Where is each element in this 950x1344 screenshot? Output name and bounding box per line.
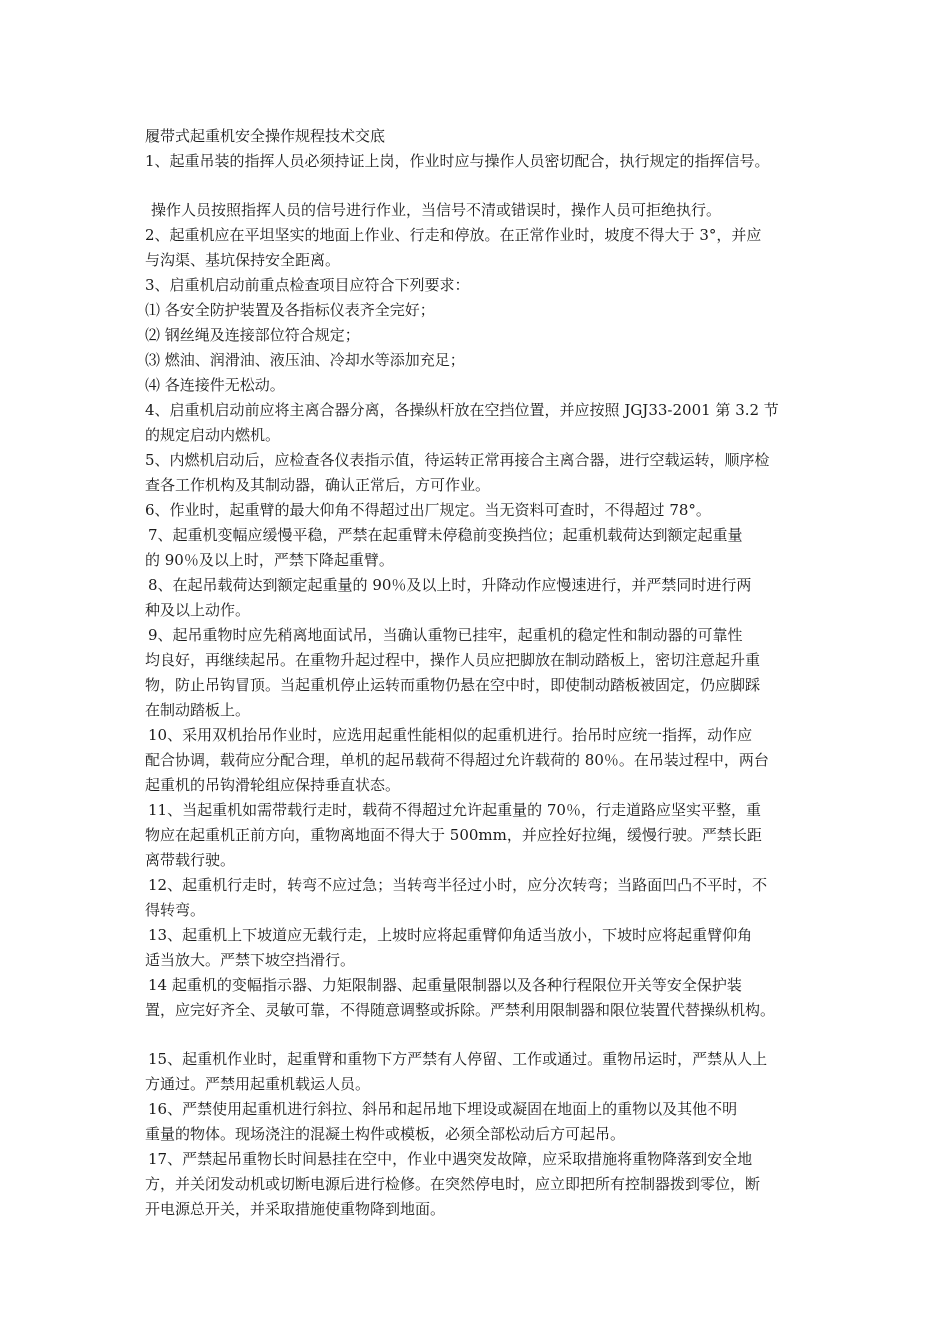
paragraph-line: 得转弯。 bbox=[145, 901, 206, 919]
paragraph-line: 10、采用双机抬吊作业时，应选用起重性能相似的起重机进行。抬吊时应统一指挥，动作应 bbox=[148, 726, 753, 744]
paragraph-line: 查各工作机构及其制动器，确认正常后，方可作业。 bbox=[145, 476, 491, 494]
paragraph-line: 在制动踏板上。 bbox=[145, 701, 251, 719]
paragraph-line: 适当放大。严禁下坡空挡滑行。 bbox=[145, 951, 356, 969]
paragraph-gap bbox=[145, 174, 820, 198]
paragraph-line: 配合协调，载荷应分配合理，单机的起吊载荷不得超过允许载荷的 80％。在吊装过程中，两台 bbox=[145, 751, 769, 769]
document-title: 履带式起重机安全操作规程技术交底 bbox=[145, 127, 386, 145]
paragraph-line: 17、严禁起吊重物长时间悬挂在空中，作业中遇突发故障，应采取措施将重物降落到安全地 bbox=[148, 1150, 753, 1168]
paragraph-line: 7、起重机变幅应缓慢平稳，严禁在起重臂未停稳前变换挡位；起重机载荷达到额定起重量 bbox=[148, 526, 743, 544]
paragraph-line: 置，应完好齐全、灵敏可靠，不得随意调整或拆除。严禁利用限制器和限位装置代替操纵机构。 bbox=[145, 1001, 776, 1019]
paragraph-line: ⑶ 燃油、润滑油、液压油、冷却水等添加充足； bbox=[145, 351, 465, 369]
paragraph-line: 2、起重机应在平坦坚实的地面上作业、行走和停放。在正常作业时，坡度不得大于 3°，并应 bbox=[145, 226, 762, 244]
paragraph-line: 与沟渠、基坑保持安全距离。 bbox=[145, 251, 341, 269]
paragraph-line: 开电源总开关，并采取措施使重物降到地面。 bbox=[145, 1200, 446, 1218]
paragraph-line: 的规定启动内燃机。 bbox=[145, 426, 281, 444]
paragraph-line: 15、起重机作业时，起重臂和重物下方严禁有人停留、工作或通过。重物吊运时，严禁从人上 bbox=[148, 1050, 768, 1068]
paragraph-line: ⑵ 钢丝绳及连接部位符合规定； bbox=[145, 326, 360, 344]
paragraph-line: 离带载行驶。 bbox=[145, 851, 236, 869]
paragraph-line: 重量的物体。现场浇注的混凝土构件或模板，必须全部松动后方可起吊。 bbox=[145, 1125, 626, 1143]
paragraph-line: 物，防止吊钩冒顶。当起重机停止运转而重物仍悬在空中时，即使制动踏板被固定，仍应脚踩 bbox=[145, 676, 761, 694]
paragraph-line: 3、启重机启动前重点检查项目应符合下列要求： bbox=[145, 276, 470, 294]
paragraph-line: 13、起重机上下坡道应无载行走，上坡时应将起重臂仰角适当放小，下坡时应将起重臂仰角 bbox=[148, 926, 753, 944]
paragraph-line: 方通过。严禁用起重机载运人员。 bbox=[145, 1075, 371, 1093]
paragraph-line: 起重机的吊钩滑轮组应保持垂直状态。 bbox=[145, 776, 401, 794]
paragraph-line: 8、在起吊载荷达到额定起重量的 90％及以上时，升降动作应慢速进行，并严禁同时进行两 bbox=[148, 576, 752, 594]
paragraph-line: 12、起重机行走时，转弯不应过急；当转弯半径过小时，应分次转弯；当路面凹凸不平时，不 bbox=[148, 876, 768, 894]
paragraph-line: 操作人员按照指挥人员的信号进行作业，当信号不清或错误时，操作人员可拒绝执行。 bbox=[151, 201, 722, 219]
paragraph-line: 方，并关闭发动机或切断电源后进行检修。在突然停电时，应立即把所有控制器拨到零位，断 bbox=[145, 1175, 761, 1193]
paragraph-line: ⑴ 各安全防护装置及各指标仪表齐全完好； bbox=[145, 301, 435, 319]
document-page bbox=[145, 124, 820, 1222]
paragraph-line: 14 起重机的变幅指示器、力矩限制器、起重量限制器以及各种行程限位开关等安全保护装 bbox=[148, 976, 742, 994]
paragraph-line: 4、启重机启动前应将主离合器分离，各操纵杆放在空挡位置，并应按照 JGJ33-2001 第 3.2 节 bbox=[145, 401, 779, 419]
paragraph-line: 5、内燃机启动后，应检查各仪表指示值，待运转正常再接合主离合器，进行空载运转，顺序检 bbox=[145, 451, 770, 469]
paragraph-gap bbox=[145, 1023, 820, 1047]
document-body bbox=[145, 149, 820, 1222]
paragraph-line: ⑷ 各连接件无松动。 bbox=[145, 376, 285, 394]
paragraph-line: 1、起重吊装的指挥人员必须持证上岗，作业时应与操作人员密切配合，执行规定的指挥信号。 bbox=[145, 152, 770, 170]
paragraph-line: 16、严禁使用起重机进行斜拉、斜吊和起吊地下埋设或凝固在地面上的重物以及其他不明 bbox=[148, 1100, 738, 1118]
paragraph-line: 种及以上动作。 bbox=[145, 601, 251, 619]
paragraph-line: 6、作业时，起重臂的最大仰角不得超过出厂规定。当无资料可查时，不得超过 78°。 bbox=[145, 501, 711, 519]
paragraph-line: 物应在起重机正前方向，重物离地面不得大于 500mm，并应拴好拉绳，缓慢行驶。严禁长距 bbox=[145, 826, 762, 844]
paragraph-line: 均良好，再继续起吊。在重物升起过程中，操作人员应把脚放在制动踏板上，密切注意起升重 bbox=[145, 651, 761, 669]
paragraph-line: 9、起吊重物时应先稍离地面试吊，当确认重物已挂牢，起重机的稳定性和制动器的可靠性 bbox=[148, 626, 743, 644]
paragraph-line: 11、当起重机如需带载行走时，载荷不得超过允许起重量的 70％，行走道路应坚实平整，重 bbox=[148, 801, 761, 819]
paragraph-line: 的 90％及以上时，严禁下降起重臂。 bbox=[145, 551, 394, 569]
